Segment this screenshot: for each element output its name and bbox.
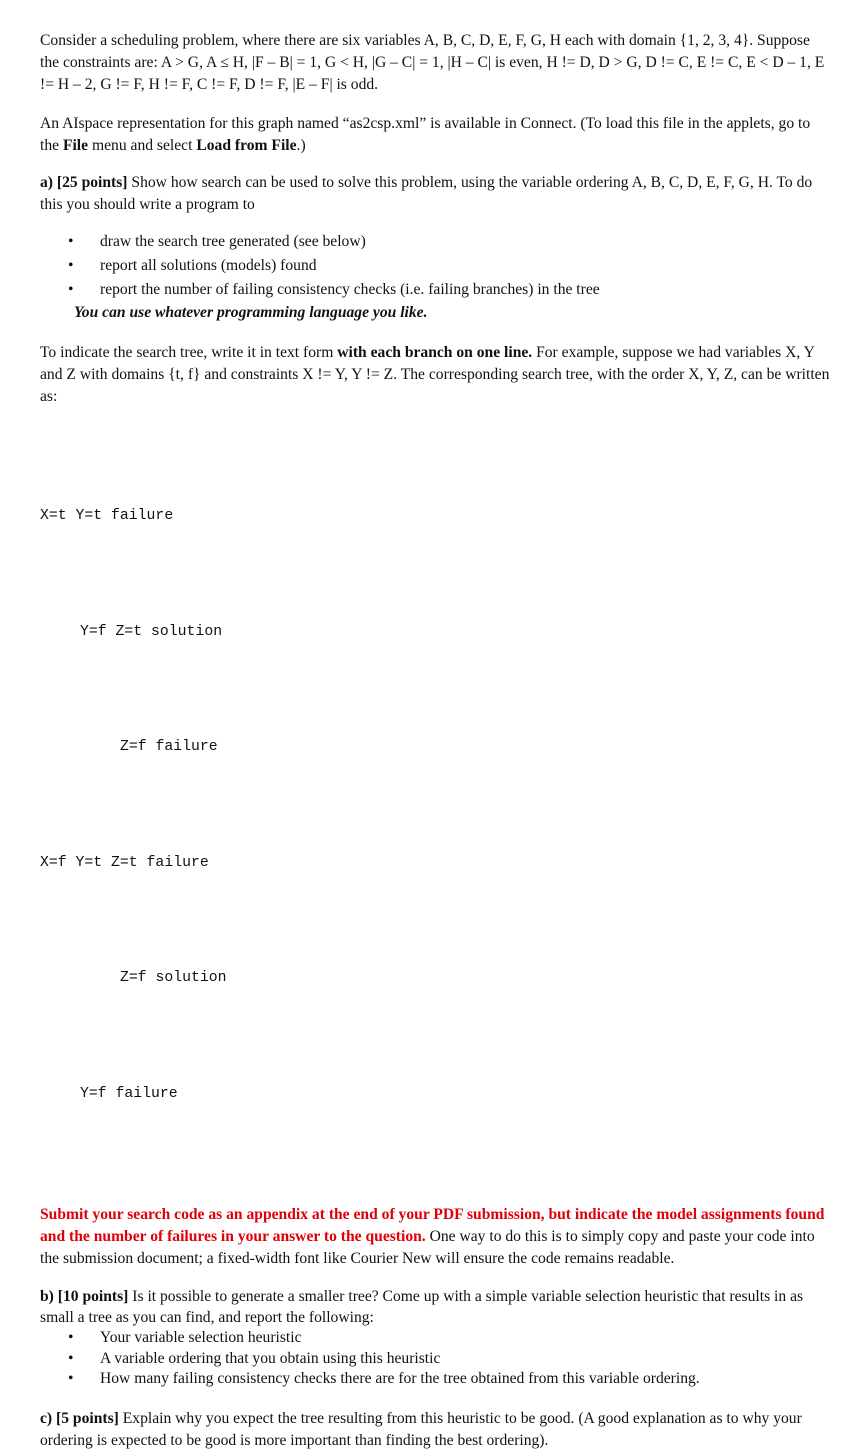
list-item: • Your variable selection heuristic [40, 1328, 830, 1349]
document-body [40, 30, 830, 1452]
aispace-note [40, 113, 830, 157]
aispace-note-end: .) [296, 137, 306, 154]
aispace-note-text: An AIspace representation for this graph named “as2csp.xml” is available in Connect. (To load this file in the applets, go to the [40, 115, 811, 154]
part-a-label: a) [25 points] [40, 174, 128, 191]
problem-statement: Consider a scheduling problem, where there are six variables A, B, C, D, E, F, G, H each with domain {1, 2, 3, 4}. Suppose the constraints are: A > G, A ≤ H, |F – B| = 1, G < H, |G – C| = 1, |H – C| is even, H != D, D > G, D != C, E != C, E < D – 1, E != H – 2, G != F, H != F, C != F, D != F, |E – F| is odd. [40, 32, 825, 93]
part-c [40, 1408, 830, 1452]
submission-note [40, 1204, 830, 1270]
tree-line: Z=f failure [120, 739, 218, 755]
list-item: • report the number of failing consistency checks (i.e. failing branches) in the tree [40, 278, 830, 302]
tree-format-rest: For example, suppose we had variables X, Y and Z with domains {t, f} and constraints X != Y, Y != Z. The corresponding search tree, with the order X, Y, Z, can be written as: [40, 344, 830, 405]
part-a-intro [40, 172, 830, 216]
aispace-note-mid: menu and select [88, 137, 197, 154]
list-item: • draw the search tree generated (see below) [40, 230, 830, 254]
list-item: • A variable ordering that you obtain using this heuristic [40, 1349, 830, 1370]
list-item: • report all solutions (models) found [40, 254, 830, 278]
list-item: • How many failing consistency checks there are for the tree obtained from this variable ordering. [40, 1369, 830, 1390]
language-note: You can use whatever programming language you like. [74, 304, 428, 321]
part-b-bullet-list [40, 1328, 830, 1390]
part-b-text: Is it possible to generate a smaller tree? Come up with a simple variable selection heuristic that results in as small a tree as you can find, and report the following: [40, 1288, 804, 1326]
tree-format-instructions [40, 342, 830, 408]
tree-line: X=f Y=t Z=t failure [40, 854, 209, 871]
tree-line: X=t Y=t failure [40, 508, 174, 524]
part-c-label: c) [5 points] [40, 1409, 119, 1427]
part-c-text: Explain why you expect the tree resulting from this heuristic to be good. (A good explanation as to why your ordering is expected to be good is more important than finding the best ordering). [40, 1409, 802, 1449]
submission-warning: Submit your search code as an appendix at the end of your PDF submission, but indicate the model assignments found and the number of failures in your answer to the question. [40, 1206, 825, 1245]
search-tree-example [40, 420, 830, 1190]
load-from-file-label: Load from File [196, 137, 297, 154]
tree-line: Y=f failure [80, 1085, 178, 1102]
tree-line: Z=f solution [120, 970, 227, 986]
file-menu-label: File [62, 137, 89, 154]
submission-text: One way to do this is to simply copy and paste your code into the submission document; a fixed-width font like Courier New will ensure the code remains readable. [40, 1228, 815, 1267]
part-a-text: Show how search can be used to solve this problem, using the variable ordering A, B, C, D, E, F, G, H. To do this you should write a program to [40, 174, 813, 213]
tree-format-bold: with each branch on one line. [337, 344, 533, 361]
part-b-label: b) [10 points] [40, 1288, 129, 1305]
part-a-bullet-list [40, 230, 830, 302]
tree-line: Y=f Z=t solution [80, 623, 223, 640]
tree-format-text: To indicate the search tree, write it in text form [40, 344, 338, 361]
part-b-intro [40, 1287, 830, 1328]
